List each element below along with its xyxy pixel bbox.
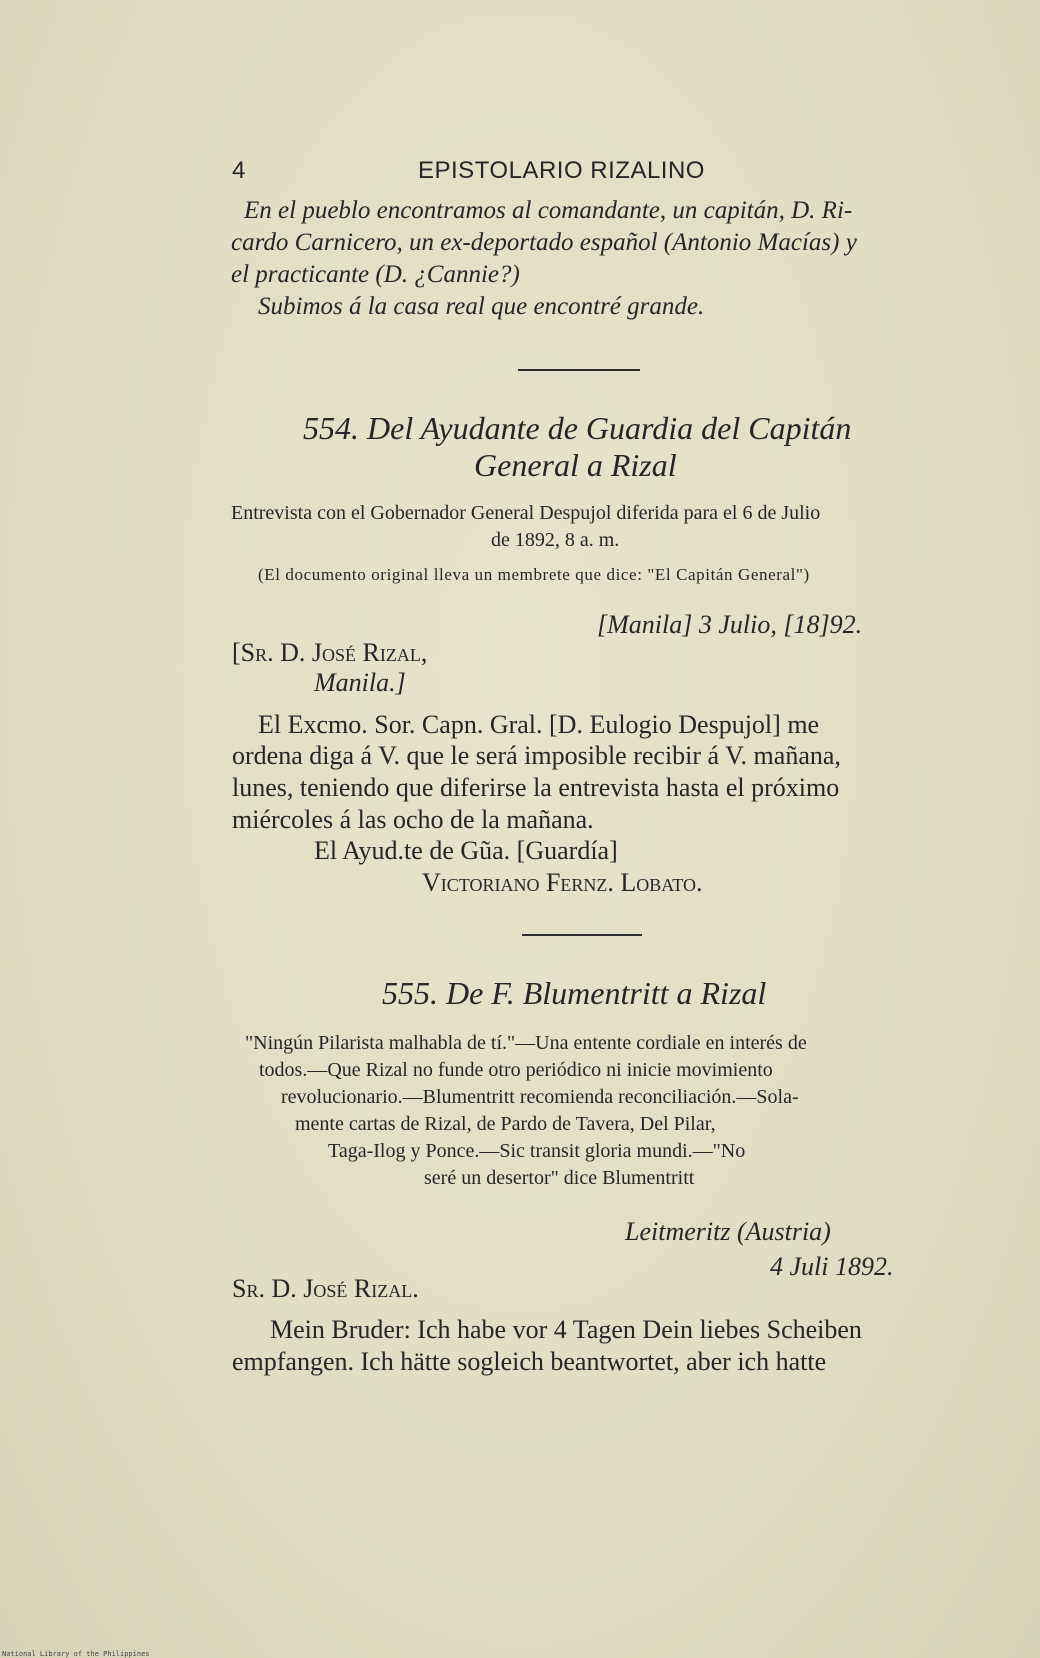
letter-554-addressee-line-2: Manila.]: [314, 668, 406, 697]
letter-555-body-line-1: Mein Bruder: Ich habe vor 4 Tagen Dein liebes Scheiben: [270, 1315, 862, 1344]
letter-554-addressee-line-1: [232, 638, 427, 668]
letter-554-heading-line-2: General a Rizal: [474, 447, 677, 483]
page-number: 4: [232, 157, 246, 184]
letter-554-body-line-2: ordena diga á V. que le será imposible recibir á V. mañana,: [232, 741, 841, 770]
letter-554-signature-name: Victoriano Fernz. Lobato.: [422, 868, 703, 897]
letter-554-body-line-1: El Excmo. Sor. Capn. Gral. [D. Eulogio Despujol] me: [258, 710, 820, 739]
letter-555-heading: 555. De F. Blumentritt a Rizal: [382, 975, 767, 1011]
letter-555-dateline-place: Leitmeritz (Austria): [625, 1217, 831, 1246]
letter-555-summary-line-3: revolucionario.—Blumentritt recomienda reconciliación.—Sola-: [281, 1086, 799, 1108]
letter-554-dateline: [597, 610, 862, 640]
section-divider: [518, 369, 640, 371]
section-divider: [522, 934, 642, 936]
letter-554-note: (El documento original lleva un membrete que dice: "El Capitán General"): [258, 565, 810, 584]
letter-555-summary-line-1: "Ningún Pilarista malhabla de tí."—Una entente cordiale en interés de: [245, 1032, 807, 1054]
letter-554-dateline-text: [Manila] 3 Julio, [18]92.: [597, 610, 863, 639]
letter-555-body-line-2: empfangen. Ich hätte sogleich beantwortet, aber ich hatte: [232, 1347, 827, 1376]
intro-line-4: Subimos á la casa real que encontré grande.: [258, 293, 705, 320]
letter-554-addressee-text: [Sr. D. José Rizal,: [232, 638, 428, 667]
intro-line-1: En el pueblo encontramos al comandante, un capitán, D. Ri-: [244, 197, 853, 224]
letter-555-addressee: Sr. D. José Rizal.: [232, 1274, 419, 1303]
letter-554-summary-line-2: de 1892, 8 a. m.: [491, 529, 620, 551]
letter-555-summary-line-5: Taga-Ilog y Ponce.—Sic transit gloria mundi.—"No: [328, 1140, 746, 1162]
letter-555-summary-line-4: mente cartas de Rizal, de Pardo de Tavera, Del Pilar,: [295, 1113, 716, 1135]
letter-554-heading-line-1: 554. Del Ayudante de Guardia del Capitán: [303, 410, 852, 446]
intro-line-3: el practicante (D. ¿Cannie?): [231, 261, 520, 288]
running-title: EPISTOLARIO RIZALINO: [418, 157, 705, 184]
letter-554-summary-line-1: Entrevista con el Gobernador General Despujol diferida para el 6 de Julio: [231, 502, 821, 524]
intro-line-2: cardo Carnicero, un ex-deportado español (Antonio Macías) y: [231, 229, 857, 256]
letter-554-body-line-4: miércoles á las ocho de la mañana.: [232, 805, 594, 834]
letter-555-summary-line-6: seré un desertor" dice Blumentritt: [424, 1167, 695, 1189]
letter-555-dateline-date: 4 Juli 1892.: [770, 1252, 894, 1281]
letter-554-body-line-3: lunes, teniendo que diferirse la entrevista hasta el próximo: [232, 773, 840, 802]
letter-555-summary-line-2: todos.—Que Rizal no funde otro periódico ni inicie movimiento: [259, 1059, 773, 1081]
scan-footer: National Library of the Philippines: [2, 1650, 150, 1658]
letter-554-signature-title: El Ayud.te de Gũa. [Guardía]: [314, 836, 618, 865]
